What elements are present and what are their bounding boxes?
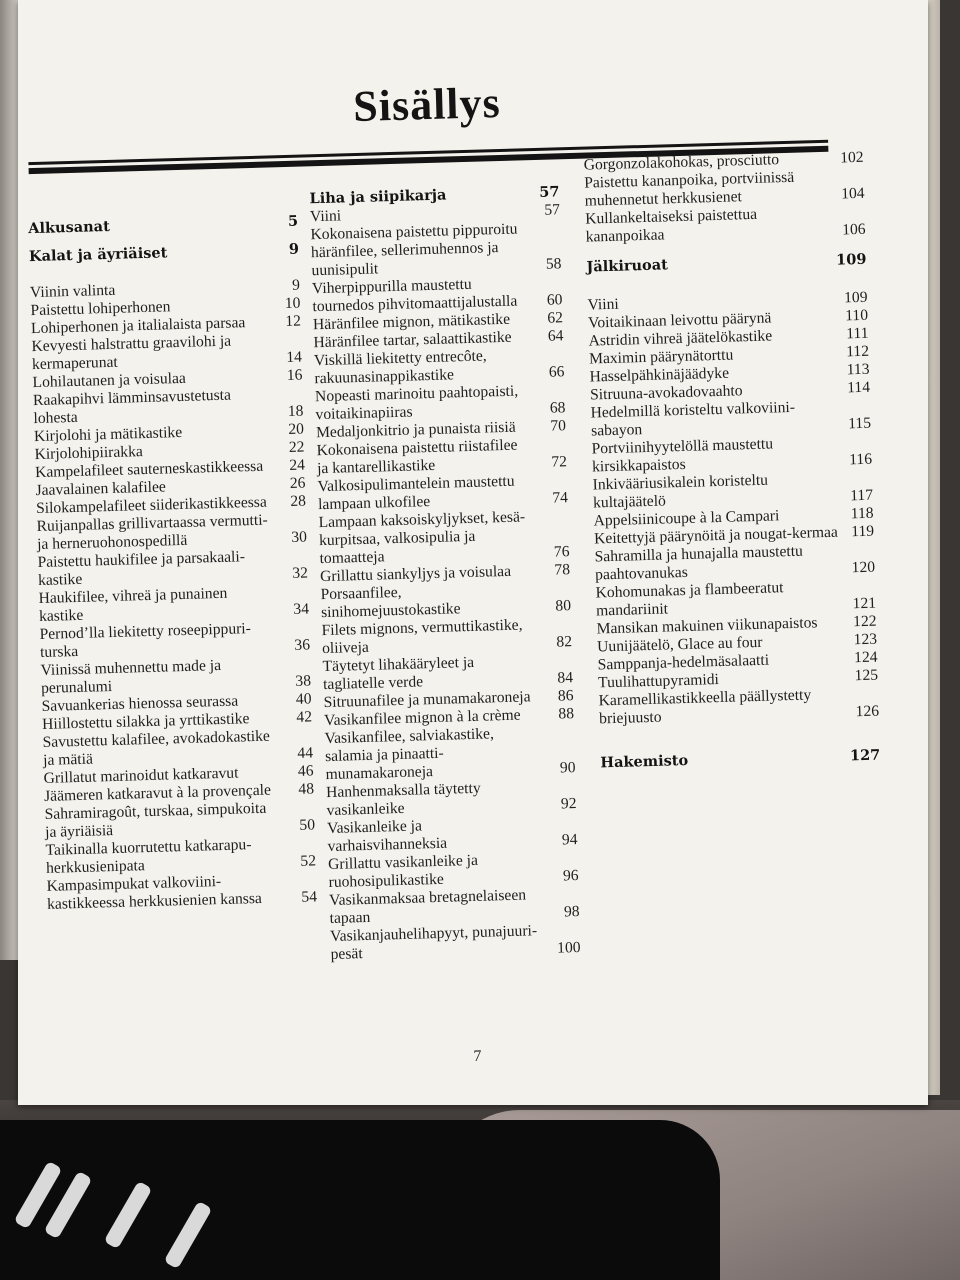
toc-section-heading bbox=[600, 747, 880, 773]
toc-entry-title: Appelsiinicoupe à la Campari bbox=[593, 507, 780, 530]
toc-entry-title: Grillatut marinoidut katkaravut bbox=[43, 764, 239, 787]
toc-entry-page: 117 bbox=[849, 486, 874, 505]
toc-entry-page: 32 bbox=[292, 564, 309, 582]
toc-entry-page: 50 bbox=[299, 816, 316, 834]
toc-entry-title: Alkusanat bbox=[28, 217, 111, 238]
toc-entry-title: Hiillostettu silakka ja yrttikastike bbox=[41, 710, 250, 733]
toc-entry-page: 36 bbox=[294, 636, 311, 654]
toc-entry-page: 5 bbox=[287, 212, 299, 230]
toc-entry-title: Sitruunafilee ja munamakaroneja bbox=[323, 688, 531, 712]
toc-entry-title: Viini bbox=[587, 295, 619, 314]
toc-entry-page: 28 bbox=[290, 492, 307, 510]
toc-entry-title: Liha ja siipikarja bbox=[309, 186, 447, 208]
toc-entry-title: Valkosipulimantelein maustettu lampaan ulkofilee bbox=[317, 472, 515, 514]
toc-entry-title: Silokampelafileet siiderikastikkeessa bbox=[35, 493, 268, 518]
toc-entry-title: Raakapihvi lämminsavustetusta lohesta bbox=[32, 386, 232, 428]
toc-entry-page: 66 bbox=[548, 363, 565, 381]
toc-entry-page: 62 bbox=[547, 309, 564, 327]
toc-entry-page: 54 bbox=[301, 888, 318, 906]
toc-entry-page: 125 bbox=[854, 666, 879, 685]
toc-entry-page: 114 bbox=[846, 378, 871, 397]
toc-entry-page: 80 bbox=[555, 597, 572, 615]
toc-entry-title: Viini bbox=[309, 207, 342, 226]
toc-entry-title: Jälkiruoat bbox=[586, 256, 669, 276]
toc-entry-page: 34 bbox=[293, 600, 310, 618]
page-content bbox=[4, 0, 944, 1117]
toc-entry-title: Kokonaisena paistettu riistafilee ja kantarellikastike bbox=[316, 436, 518, 478]
toc-entry-page: 22 bbox=[288, 438, 305, 456]
toc-entry-page: 9 bbox=[288, 240, 300, 258]
toc-entry bbox=[585, 203, 866, 247]
toc-entry bbox=[310, 219, 561, 280]
toc-entry bbox=[46, 870, 317, 914]
toc-entry-title: Grillattu siankyljys ja voisulaa bbox=[319, 562, 512, 586]
toc-entry-title: Kullankeltaiseksi paistettua kananpoikaa bbox=[584, 205, 758, 246]
toc-entry-title: Vasikanmaksaa bretagnelaiseen tapaan bbox=[328, 886, 527, 928]
toc-entry-title: Paistettu lohiperhonen bbox=[30, 298, 171, 320]
toc-entry-title: Paistettu haukifilee ja parsakaali-kastike bbox=[37, 548, 246, 590]
toc-entry-page: 46 bbox=[297, 762, 314, 780]
toc-entry-page: 30 bbox=[291, 528, 308, 546]
toc-entry-page: 14 bbox=[286, 348, 303, 367]
toc-entry-title: Portviinihyytelöllä maustettu kirsikkapaistos bbox=[591, 435, 774, 476]
toc-entry-page: 100 bbox=[556, 939, 581, 957]
toc-entry-page: 84 bbox=[557, 669, 574, 687]
toc-entry-title: Grillattu vasikanleike ja ruohosipulikastike bbox=[327, 851, 479, 892]
toc-entry-title: Nopeasti marinoitu paahtopaisti, voitaikinapiiras bbox=[314, 382, 519, 424]
toc-entry-title: Inkivääriusikalein koristeltu kultajäätelö bbox=[592, 471, 769, 512]
toc-entry-title: Sahramiragoût, turskaa, simpukoita ja äyriäisiä bbox=[44, 799, 267, 841]
toc-entry-title: Kirjolohipiirakka bbox=[34, 443, 144, 464]
toc-entry-title: Voitaikinaan leivottu päärynä bbox=[587, 309, 772, 332]
toc-entry-page: 109 bbox=[835, 250, 867, 269]
toc-entry-page: 68 bbox=[549, 399, 566, 417]
toc-section-heading bbox=[29, 241, 299, 267]
toc-entry-page: 126 bbox=[855, 702, 880, 721]
toc-entry-title: Kokonaisena paistettu pippuroitu häränfilee, sellerimuhennos ja uunisipulit bbox=[310, 220, 518, 280]
toc-entry-page: 115 bbox=[847, 414, 872, 433]
toc-entry-page: 104 bbox=[840, 184, 865, 203]
toc-entry-page: 16 bbox=[286, 366, 303, 385]
toc-entry-title: Vasikanfilee, salviakastike, salamia ja pinaatti-munamakaroneja bbox=[324, 725, 495, 784]
toc-entry-title: Lohiperhonen ja italialaista parsaa bbox=[30, 314, 246, 338]
toc-entry-title: Kampelafileet sauterneskastikkeessa bbox=[34, 457, 264, 482]
toc-entry-title: Taikinalla kuorrutettu katkarapu-herkkusienipata bbox=[45, 836, 252, 877]
toc-entry-title: Täytetyt lihakääryleet ja tagliatelle verde bbox=[322, 653, 475, 694]
toc-entry-title: Medaljonkitrio ja punaista riisiä bbox=[315, 418, 516, 442]
toc-entry-page: 121 bbox=[852, 594, 877, 613]
toc-entry-title: Pernod’lla liekitetty roseepippuri-turska bbox=[39, 620, 252, 662]
page-number: 7 bbox=[473, 1047, 482, 1066]
toc-entry-page: 9 bbox=[291, 276, 301, 294]
toc-entry-title: Hedelmillä koristeltu valkoviini-sabayon bbox=[590, 398, 796, 440]
toc-entry-page: 92 bbox=[560, 795, 577, 813]
toc-entry-page: 86 bbox=[557, 687, 574, 705]
toc-entry-page: 127 bbox=[849, 746, 881, 765]
toc-entry-title: Jaavalainen kalafilee bbox=[35, 478, 167, 500]
toc-entry-page: 98 bbox=[563, 903, 580, 921]
toc-entry-page: 78 bbox=[554, 561, 571, 579]
toc-entry-title: Maximin päärynätorttu bbox=[588, 346, 734, 368]
toc-entry-page: 60 bbox=[546, 291, 563, 309]
toc-entry-page: 72 bbox=[551, 453, 568, 471]
toc-entry-title: Viskillä liekitetty entrecôte, rakuunasinappikastike bbox=[313, 347, 487, 388]
toc-entry-title: Häränfilee mignon, mätikastike bbox=[312, 310, 511, 334]
toc-column-1 bbox=[27, 183, 317, 914]
toc-entry-title: Kevyesti halstrattu graavilohi ja kermaperunat bbox=[31, 332, 232, 374]
toc-entry-page: 20 bbox=[288, 420, 305, 438]
toc-entry bbox=[598, 685, 879, 729]
toc-entry-title: Ruijanpallas grillivartaassa vermutti-ja herneruohonospedillä bbox=[36, 511, 268, 554]
toc-entry-page: 26 bbox=[289, 474, 306, 492]
toc-entry-page: 120 bbox=[851, 558, 876, 577]
toc-entry-title: Samppanja-hedelmäsalaatti bbox=[597, 651, 770, 674]
toc-entry-page: 106 bbox=[841, 220, 866, 239]
toc-entry-page: 64 bbox=[547, 327, 564, 345]
toc-entry-page: 111 bbox=[846, 324, 869, 343]
toc-entry-page: 70 bbox=[550, 417, 567, 435]
toc-entry-title: Vasikanleike ja varhaisvihanneksia bbox=[326, 817, 448, 856]
toc-entry-page: 82 bbox=[556, 633, 573, 651]
toc-entry-page: 88 bbox=[558, 705, 575, 723]
toc-entry-title: Gorgonzolakohokas, prosciutto bbox=[583, 151, 780, 174]
toc-entry-title: Kampasimpukat valkoviini-kastikkeessa herkkusienien kanssa bbox=[46, 873, 263, 913]
fabric-dark bbox=[0, 1120, 720, 1280]
toc-entry-page: 12 bbox=[285, 312, 302, 331]
toc-entry-title: Sitruuna-avokadovaahto bbox=[589, 382, 743, 404]
toc-entry-page: 124 bbox=[853, 648, 878, 667]
toc-entry-title: Kirjolohi ja mätikastike bbox=[33, 423, 183, 446]
toc-entry-page: 44 bbox=[297, 744, 314, 762]
toc-entry-page: 102 bbox=[839, 148, 864, 167]
toc-entry-page: 48 bbox=[298, 780, 315, 798]
toc-entry-page: 94 bbox=[561, 831, 578, 849]
toc-entry-title: Haukifilee, vihreä ja punainen kastike bbox=[38, 584, 228, 626]
book-page bbox=[18, 0, 928, 1105]
fabric-stripe bbox=[104, 1181, 153, 1250]
toc-entry-title: Astridin vihreä jäätelökastike bbox=[588, 327, 773, 350]
toc-entry-title: Uunijäätelö, Glace au four bbox=[596, 633, 763, 656]
toc-entry-title: Vasikanfilee mignon à la crème bbox=[323, 706, 521, 730]
toc-entry-title: Filets mignons, vermuttikastike, oliiveja bbox=[321, 616, 523, 658]
toc-entry-title: Häränfilee tartar, salaattikastike bbox=[313, 328, 512, 352]
toc-entry-title: Viinin valinta bbox=[29, 281, 116, 302]
toc-entry-page: 58 bbox=[545, 255, 562, 273]
toc-entry-page: 52 bbox=[300, 852, 317, 870]
toc-entry-page: 116 bbox=[848, 450, 873, 469]
toc-entry-title: Sahramilla ja hunajalla maustettu paahtovanukas bbox=[594, 542, 804, 584]
toc-entry-title: Keitettyjä päärynöitä ja nougat-kermaa bbox=[593, 523, 839, 548]
toc-entry-page: 57 bbox=[539, 183, 560, 201]
toc-entry-page: 24 bbox=[289, 456, 306, 474]
toc-entry-title: Hanhenmaksalla täytetty vasikanleike bbox=[325, 779, 481, 820]
toc-entry-page: 38 bbox=[295, 672, 312, 690]
toc-entry-page: 90 bbox=[559, 759, 576, 777]
toc-entry-title: Jäämeren katkaravut à la provençale bbox=[43, 781, 272, 805]
toc-entry-title: Savustettu kalafilee, avokadokastike ja mätiä bbox=[42, 727, 271, 769]
toc-entry-title: Porsaanfilee, sinihomejuustokastike bbox=[320, 583, 461, 622]
toc-entry-page: 119 bbox=[850, 522, 875, 541]
toc-section-heading bbox=[586, 251, 866, 277]
toc-entry-page: 10 bbox=[284, 294, 301, 313]
toc-entry-page: 96 bbox=[562, 867, 579, 885]
toc-entry-page: 123 bbox=[853, 630, 878, 649]
toc-entry-page: 109 bbox=[843, 288, 868, 307]
toc-entry-page: 57 bbox=[544, 201, 561, 219]
toc-entry-page: 110 bbox=[844, 306, 869, 325]
toc-entry-title: Paistettu kananpoika, portviinissä muhennetut herkkusienet bbox=[583, 168, 795, 210]
toc-entry-title: Mansikan makuinen viikunapaistos bbox=[596, 614, 818, 638]
toc-entry bbox=[318, 507, 569, 568]
page-title: Sisällys bbox=[352, 77, 502, 132]
toc-entry-title: Savuankerias hienossa seurassa bbox=[41, 692, 239, 715]
toc-section-heading bbox=[28, 213, 298, 239]
toc-entry-title: Viinissä muhennettu made ja perunalumi bbox=[40, 656, 222, 697]
toc-column-2 bbox=[309, 169, 581, 964]
toc-entry bbox=[324, 723, 575, 784]
toc-entry-title: Viherpippurilla maustettu tournedos pihvitomaattijalustalla bbox=[311, 275, 518, 316]
fabric-stripe bbox=[164, 1201, 213, 1270]
toc-entry-title: Lampaan kaksoiskyljykset, kesä-kurpitsaa, valkosipulia ja tomaatteja bbox=[318, 508, 526, 568]
toc-entry-page: 76 bbox=[553, 543, 570, 561]
toc-entry-page: 118 bbox=[850, 504, 874, 523]
toc-entry bbox=[330, 921, 581, 964]
toc-entry-title: Hasselpähkinäjäädyke bbox=[589, 364, 730, 386]
toc-entry-title: Vasikanjauhelihapyyt, punajuuri-pesät bbox=[329, 922, 538, 964]
toc-column-3 bbox=[583, 149, 880, 773]
toc-entry-title: Kalat ja äyriäiset bbox=[28, 244, 168, 266]
toc-entry-page: 113 bbox=[846, 360, 870, 379]
toc-entry-title: Hakemisto bbox=[600, 751, 689, 772]
toc-entry-page: 18 bbox=[287, 402, 304, 420]
toc-entry-title: Tuulihattupyramidi bbox=[597, 671, 720, 692]
toc-entry-page: 122 bbox=[852, 612, 877, 631]
toc-entry-page: 112 bbox=[845, 342, 870, 361]
toc-entry-page: 42 bbox=[296, 708, 313, 726]
toc-entry-page: 74 bbox=[552, 489, 569, 507]
toc-entry-page: 40 bbox=[295, 690, 312, 708]
toc-entry-title: Karamellikastikkeella päällystetty briejuusto bbox=[598, 686, 812, 728]
toc-entry-title: Lohilautanen ja voisulaa bbox=[32, 369, 187, 392]
toc-entry-title: Kohomunakas ja flambeeratut mandariinit bbox=[595, 579, 784, 620]
